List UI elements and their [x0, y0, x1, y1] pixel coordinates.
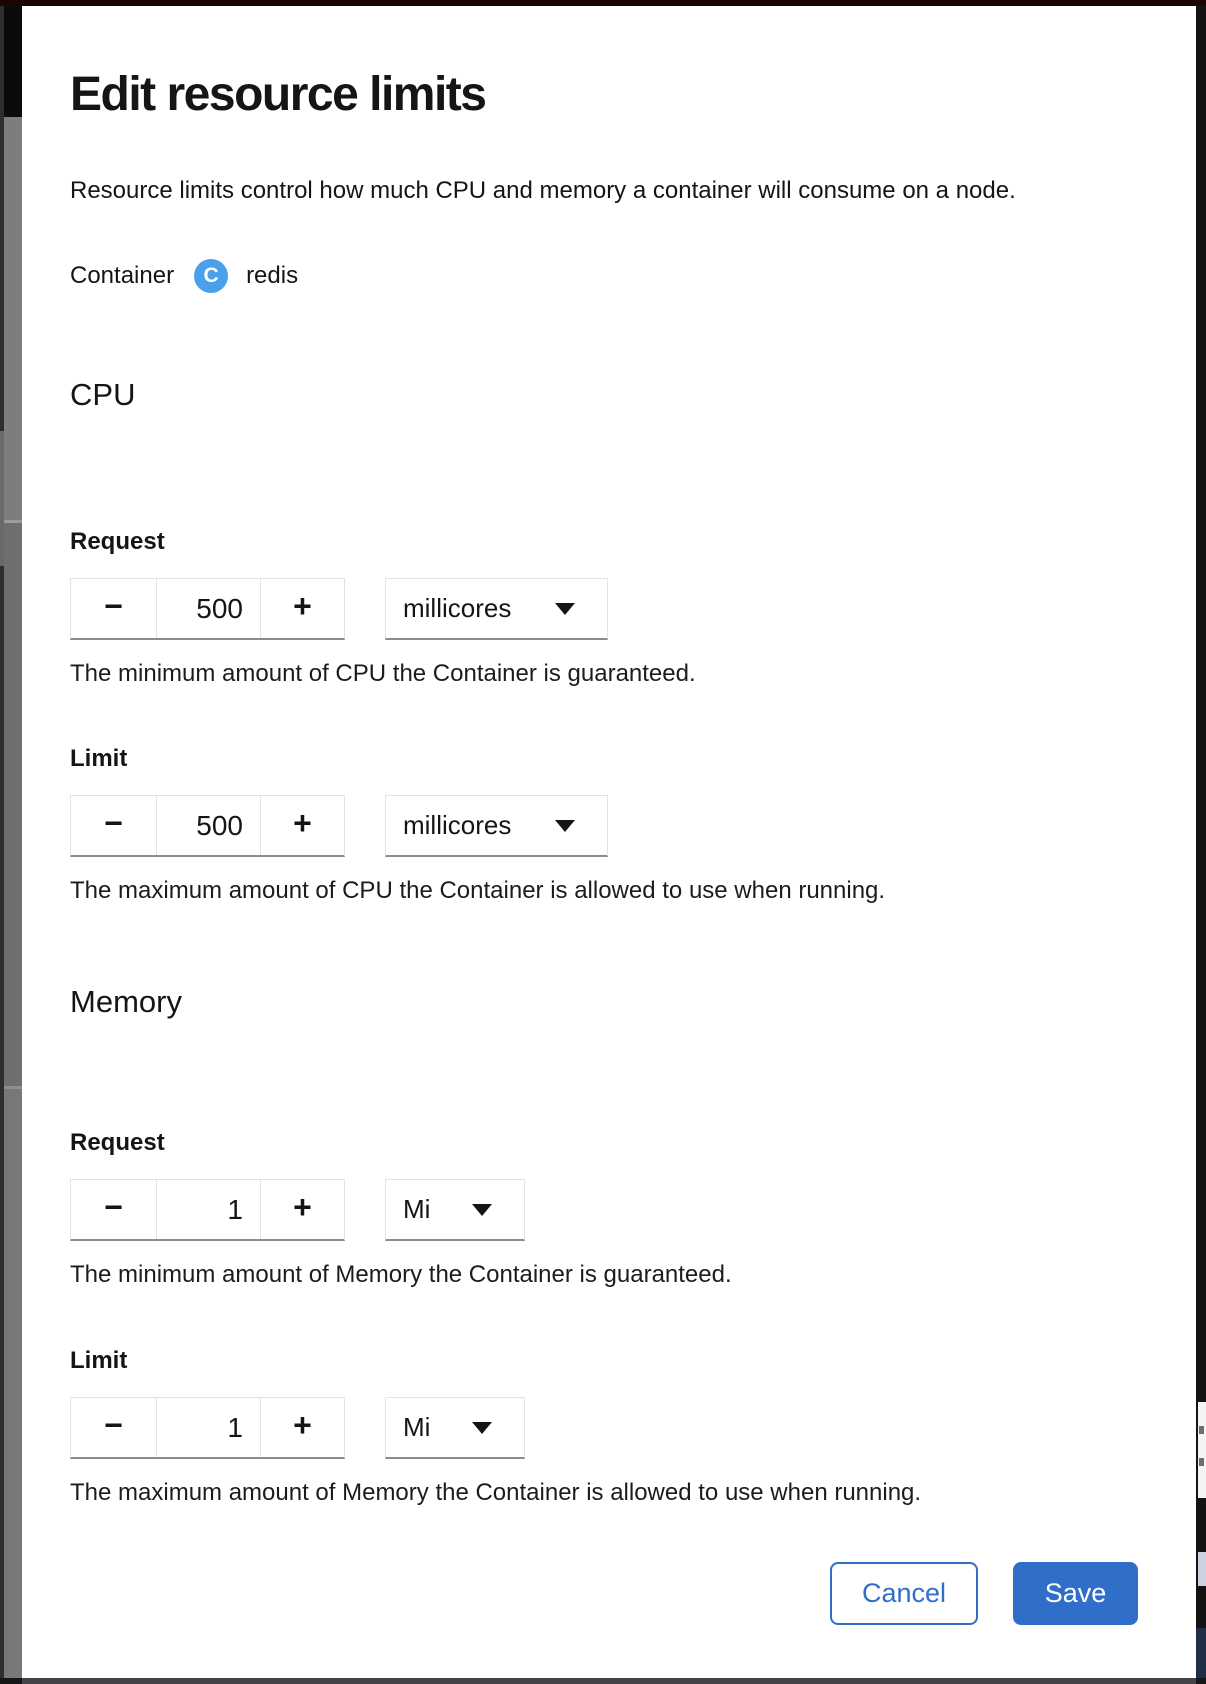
backdrop-right-content-peek: [1198, 1552, 1206, 1586]
container-badge-icon: C: [194, 259, 228, 293]
cpu-limit-unit-dropdown[interactable]: [385, 795, 608, 857]
section-heading-memory: Memory: [70, 984, 182, 1019]
cpu-request-value-input[interactable]: [157, 579, 260, 638]
plus-icon: +: [293, 1189, 312, 1225]
caret-down-icon: [472, 1422, 492, 1434]
memory-request-number-input: [70, 1179, 345, 1241]
memory-limit-unit-value: Mi: [403, 1412, 431, 1442]
cpu-limit-unit-value: millicores: [403, 810, 512, 840]
cpu-request-number-input: [70, 578, 345, 640]
backdrop-left-segment: [4, 117, 22, 520]
backdrop-right-content-peek: [1198, 1402, 1206, 1498]
cpu-limit-plus-button[interactable]: [260, 796, 344, 855]
backdrop-bottom-corner: [0, 1678, 22, 1684]
cpu-limit-input-row: [70, 795, 1138, 857]
modal-footer-actions: [70, 1562, 1138, 1625]
minus-icon: −: [104, 1407, 123, 1443]
memory-request-plus-button[interactable]: [260, 1180, 344, 1239]
backdrop-right-text-fragment: [1199, 1426, 1204, 1434]
cpu-limit-minus-button[interactable]: [71, 796, 157, 855]
backdrop-left-segment: [4, 1089, 22, 1678]
memory-request-unit-value: Mi: [403, 1194, 431, 1224]
backdrop-bottom-corner: [1196, 1678, 1206, 1684]
cancel-button[interactable]: Cancel: [830, 1562, 978, 1625]
container-label: Container: [70, 262, 175, 289]
edit-resource-limits-modal: [22, 6, 1196, 1678]
caret-down-icon: [472, 1204, 492, 1216]
memory-request-unit-dropdown[interactable]: [385, 1179, 525, 1241]
minus-icon: −: [104, 1189, 123, 1225]
section-heading-cpu: CPU: [70, 377, 136, 412]
cpu-request-helper-text: The minimum amount of CPU the Container is guaranteed.: [70, 660, 696, 687]
caret-down-icon: [555, 603, 575, 615]
cpu-request-plus-button[interactable]: [260, 579, 344, 638]
modal-description: Resource limits control how much CPU and memory a container will consume on a node.: [70, 177, 1016, 204]
cpu-request-unit-dropdown[interactable]: [385, 578, 608, 640]
cpu-request-unit-value: millicores: [403, 593, 512, 623]
minus-icon: −: [104, 588, 123, 624]
plus-icon: +: [293, 1407, 312, 1443]
memory-limit-number-input: [70, 1397, 345, 1459]
cpu-limit-label: Limit: [70, 745, 128, 772]
cpu-request-minus-button[interactable]: [71, 579, 157, 638]
backdrop-right-sliver: [1196, 6, 1206, 1678]
save-button[interactable]: Save: [1013, 1562, 1138, 1625]
modal-title: Edit resource limits: [70, 68, 486, 121]
backdrop-right-navy-block: [1196, 1628, 1206, 1678]
container-name: redis: [246, 262, 299, 289]
backdrop-left-segment: [4, 6, 22, 117]
container-row: [70, 258, 1138, 294]
memory-request-helper-text: The minimum amount of Memory the Container is guaranteed.: [70, 1261, 732, 1288]
memory-request-input-row: [70, 1179, 1138, 1241]
memory-limit-unit-dropdown[interactable]: [385, 1397, 525, 1459]
cpu-request-label: Request: [70, 528, 165, 555]
memory-request-label: Request: [70, 1129, 165, 1156]
cpu-limit-number-input: [70, 795, 345, 857]
plus-icon: +: [293, 805, 312, 841]
plus-icon: +: [293, 588, 312, 624]
cpu-limit-helper-text: The maximum amount of CPU the Container is allowed to use when running.: [70, 877, 886, 904]
minus-icon: −: [104, 805, 123, 841]
cpu-request-input-row: [70, 578, 1138, 640]
memory-request-minus-button[interactable]: [71, 1180, 157, 1239]
memory-request-value-input[interactable]: [157, 1180, 260, 1239]
memory-limit-label: Limit: [70, 1347, 128, 1374]
backdrop-right-text-fragment: [1199, 1458, 1204, 1466]
memory-limit-input-row: [70, 1397, 1138, 1459]
memory-limit-plus-button[interactable]: [260, 1398, 344, 1457]
backdrop-left-sliver: [4, 6, 22, 1678]
memory-limit-minus-button[interactable]: [71, 1398, 157, 1457]
backdrop-left-segment: [4, 523, 22, 1086]
cpu-limit-value-input[interactable]: [157, 796, 260, 855]
caret-down-icon: [555, 820, 575, 832]
memory-limit-value-input[interactable]: [157, 1398, 260, 1457]
backdrop-bottom-strip: [0, 1678, 1206, 1684]
memory-limit-helper-text: The maximum amount of Memory the Container is allowed to use when running.: [70, 1479, 922, 1506]
